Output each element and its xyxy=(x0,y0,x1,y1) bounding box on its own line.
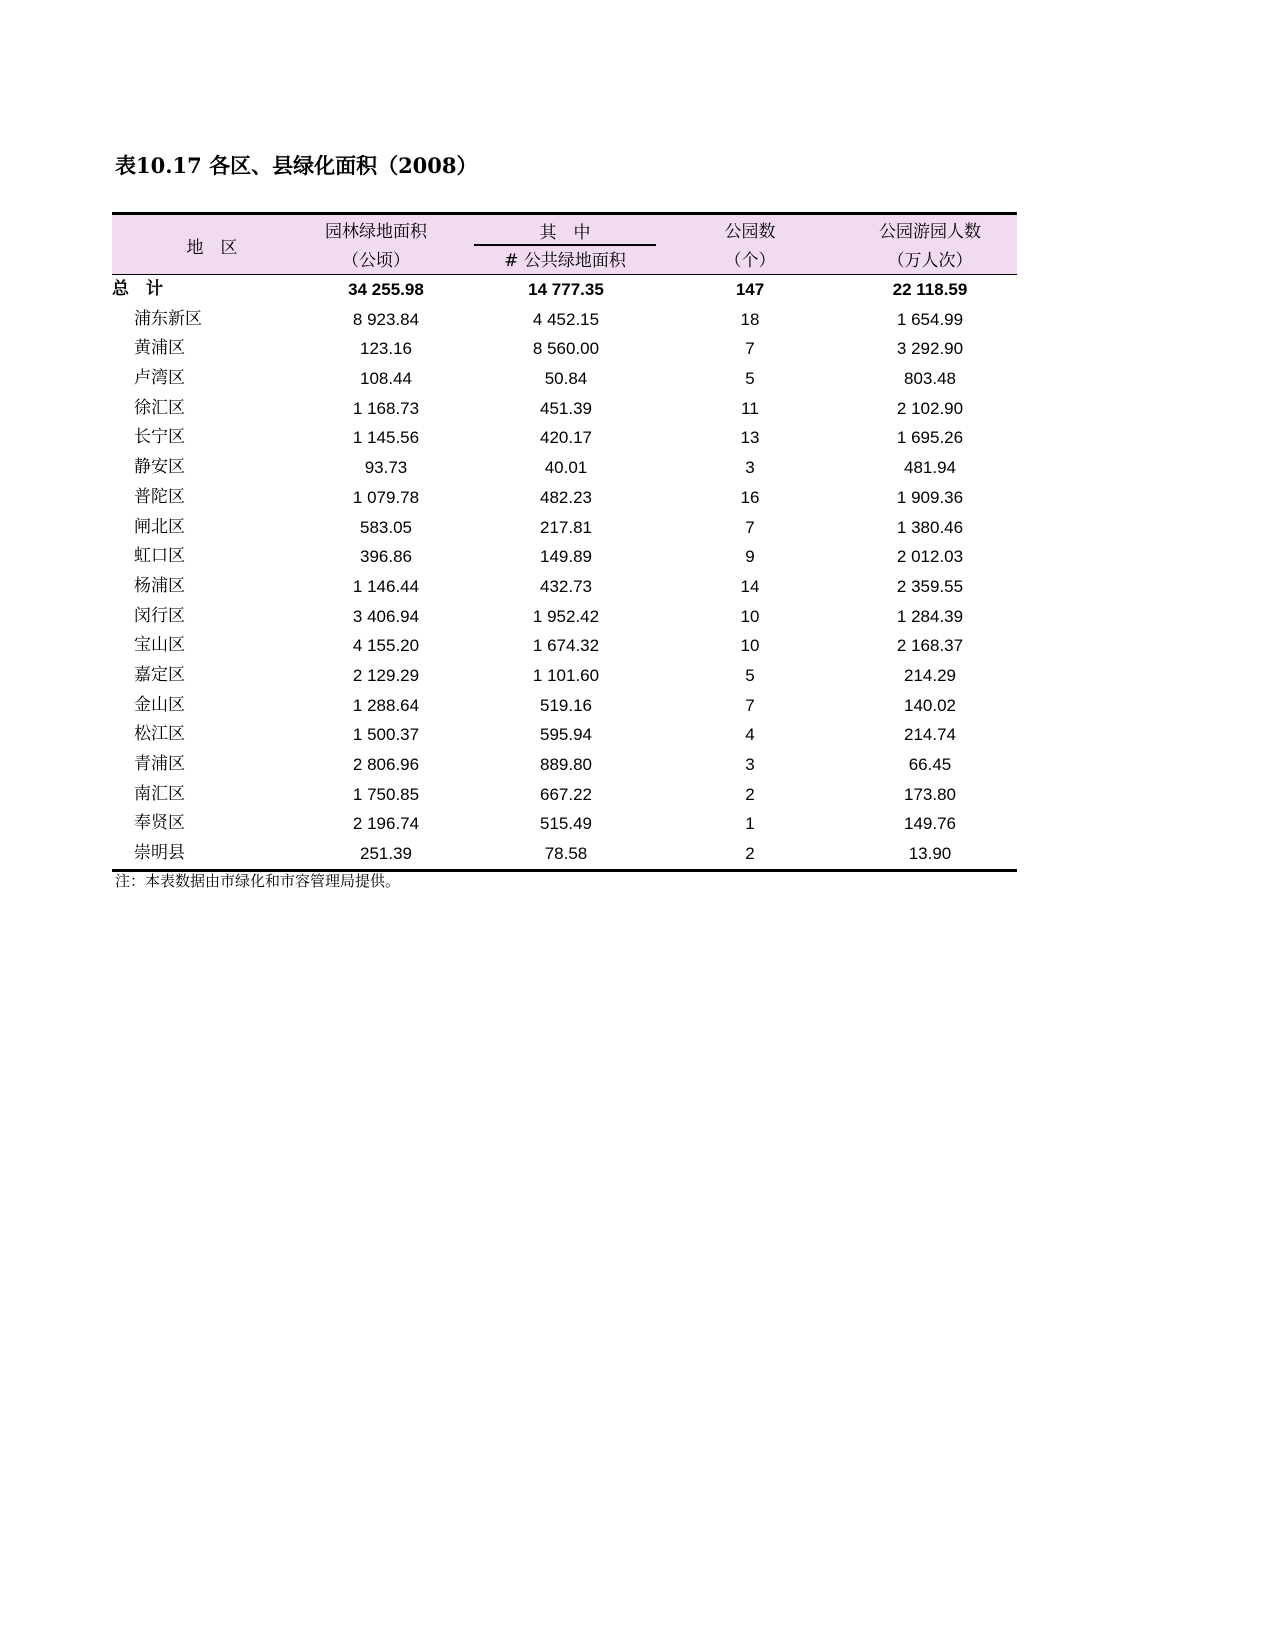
table-row xyxy=(112,334,1017,364)
row-name: 虹口区 xyxy=(134,546,185,567)
header-public-green: # 公共绿地面积 xyxy=(504,251,626,271)
cell-parks: 3 xyxy=(745,458,755,478)
cell-visitors: 3 292.90 xyxy=(896,339,964,359)
table-row xyxy=(112,572,1017,602)
table-body xyxy=(112,305,1017,869)
cell-green-area: 583.05 xyxy=(360,517,412,537)
cell-visitors: 214.29 xyxy=(904,665,956,685)
row-name: 徐汇区 xyxy=(134,397,185,418)
cell-green-area: 3 406.94 xyxy=(352,606,420,626)
cell-visitors: 1 695.26 xyxy=(896,428,964,448)
cell-public-green: 595.94 xyxy=(540,725,592,745)
cell-visitors: 173.80 xyxy=(904,784,956,804)
row-name: 卢湾区 xyxy=(134,368,185,389)
cell-public-green: 1 101.60 xyxy=(532,665,600,685)
header-of-which: 其 中 xyxy=(539,223,591,243)
table-row xyxy=(112,750,1017,780)
cell-visitors: 1 654.99 xyxy=(896,309,964,329)
cell-parks: 2 xyxy=(745,844,755,864)
row-name: 奉贤区 xyxy=(134,813,185,834)
cell-public-green: 1 952.42 xyxy=(532,606,600,626)
row-name: 宝山区 xyxy=(134,635,185,656)
cell-public-green: 4 452.15 xyxy=(532,309,600,329)
cell-visitors: 149.76 xyxy=(904,814,956,834)
table-row xyxy=(112,453,1017,483)
cell-parks: 1 xyxy=(745,814,755,834)
cell-green-area: 8 923.84 xyxy=(352,309,420,329)
cell-green-area: 1 145.56 xyxy=(352,428,420,448)
table-row xyxy=(112,839,1017,869)
row-name: 闸北区 xyxy=(134,516,185,537)
cell-visitors: 1 284.39 xyxy=(896,606,964,626)
cell-visitors: 22 118.59 xyxy=(892,280,968,299)
cell-parks: 7 xyxy=(745,695,755,715)
row-name: 南汇区 xyxy=(134,783,185,804)
cell-parks: 16 xyxy=(740,487,760,507)
cell-parks: 147 xyxy=(735,280,765,299)
cell-green-area: 2 196.74 xyxy=(352,814,420,834)
cell-public-green: 8 560.00 xyxy=(532,339,600,359)
cell-green-area: 123.16 xyxy=(360,339,412,359)
table-row xyxy=(112,809,1017,839)
cell-green-area: 1 750.85 xyxy=(352,784,420,804)
table-header xyxy=(112,215,1017,275)
cell-green-area: 2 129.29 xyxy=(352,665,420,685)
cell-public-green: 451.39 xyxy=(540,398,592,418)
table-row xyxy=(112,483,1017,513)
cell-public-green: 78.58 xyxy=(544,844,588,864)
cell-visitors: 2 102.90 xyxy=(896,398,964,418)
cell-parks: 14 xyxy=(740,576,760,596)
row-name: 松江区 xyxy=(134,724,185,745)
cell-parks: 7 xyxy=(745,339,755,359)
header-green-area-unit: （公顷） xyxy=(342,251,410,271)
cell-green-area: 93.73 xyxy=(364,458,408,478)
cell-parks: 13 xyxy=(740,428,760,448)
table-row xyxy=(112,305,1017,335)
cell-visitors: 2 012.03 xyxy=(896,547,964,567)
table-note: 注：本表数据由市绿化和市容管理局提供。 xyxy=(115,872,401,890)
cell-visitors: 140.02 xyxy=(904,695,956,715)
cell-green-area: 1 146.44 xyxy=(352,576,420,596)
table-row xyxy=(112,423,1017,453)
header-green-area: 园林绿地面积 xyxy=(325,222,427,242)
header-region: 地 区 xyxy=(186,238,238,258)
cell-parks: 18 xyxy=(740,309,760,329)
cell-public-green: 482.23 xyxy=(540,487,592,507)
header-visitors: 公园游园人数 xyxy=(879,222,981,242)
row-name: 普陀区 xyxy=(134,486,185,507)
cell-parks: 5 xyxy=(745,369,755,389)
cell-parks: 11 xyxy=(741,398,759,418)
cell-public-green: 50.84 xyxy=(544,369,588,389)
cell-visitors: 803.48 xyxy=(904,369,956,389)
row-name: 总 计 xyxy=(112,279,163,299)
row-name: 长宁区 xyxy=(134,427,185,448)
row-name: 静安区 xyxy=(134,457,185,478)
cell-public-green: 149.89 xyxy=(540,547,592,567)
table-row-total xyxy=(112,275,1017,305)
cell-public-green: 420.17 xyxy=(540,428,592,448)
header-parks: 公园数 xyxy=(724,222,776,242)
row-name: 青浦区 xyxy=(134,754,185,774)
row-name: 嘉定区 xyxy=(134,664,185,685)
cell-parks: 3 xyxy=(745,755,755,774)
cell-public-green: 217.81 xyxy=(540,517,592,537)
cell-visitors: 214.74 xyxy=(904,725,956,745)
row-name: 浦东新区 xyxy=(134,308,202,329)
cell-green-area: 108.44 xyxy=(360,369,412,389)
cell-parks: 5 xyxy=(745,665,755,685)
header-visitors-unit: （万人次） xyxy=(887,251,973,271)
table-row xyxy=(112,691,1017,721)
table-row xyxy=(112,661,1017,691)
cell-parks: 2 xyxy=(745,784,755,804)
cell-parks: 9 xyxy=(745,547,755,567)
cell-green-area: 396.86 xyxy=(360,547,412,567)
cell-green-area: 1 079.78 xyxy=(352,487,420,507)
cell-visitors: 2 168.37 xyxy=(896,636,964,656)
table-row xyxy=(112,394,1017,424)
cell-parks: 4 xyxy=(745,725,755,745)
cell-public-green: 667.22 xyxy=(540,784,592,804)
cell-visitors: 2 359.55 xyxy=(896,576,964,596)
cell-visitors: 13.90 xyxy=(908,844,952,864)
cell-parks: 7 xyxy=(745,517,755,537)
cell-green-area: 1 288.64 xyxy=(352,695,420,715)
cell-parks: 10 xyxy=(740,606,760,626)
row-name: 崇明县 xyxy=(134,843,185,864)
cell-visitors: 1 380.46 xyxy=(896,517,964,537)
table-row xyxy=(112,364,1017,394)
cell-public-green: 889.80 xyxy=(540,755,592,774)
header-parks-unit: （个） xyxy=(724,251,776,271)
cell-parks: 10 xyxy=(740,636,760,656)
cell-public-green: 1 674.32 xyxy=(532,636,600,656)
row-name: 黄浦区 xyxy=(134,338,185,359)
cell-visitors: 66.45 xyxy=(908,755,952,774)
row-name: 闵行区 xyxy=(134,605,185,626)
table-row xyxy=(112,513,1017,543)
table-row xyxy=(112,602,1017,632)
cell-visitors: 481.94 xyxy=(904,458,956,478)
row-name: 金山区 xyxy=(134,694,185,715)
cell-public-green: 14 777.35 xyxy=(528,280,604,299)
cell-green-area: 2 806.96 xyxy=(352,755,420,774)
cell-green-area: 4 155.20 xyxy=(352,636,420,656)
cell-public-green: 515.49 xyxy=(540,814,592,834)
data-table xyxy=(112,212,1017,872)
table-row xyxy=(112,720,1017,750)
cell-visitors: 1 909.36 xyxy=(896,487,964,507)
cell-public-green: 519.16 xyxy=(540,695,592,715)
page-title: 表10.17 各区、县绿化面积（2008） xyxy=(115,153,478,178)
table-row xyxy=(112,631,1017,661)
table-row xyxy=(112,542,1017,572)
cell-green-area: 1 168.73 xyxy=(352,398,420,418)
cell-green-area: 1 500.37 xyxy=(352,725,420,745)
table-row xyxy=(112,780,1017,810)
cell-green-area: 251.39 xyxy=(360,844,412,864)
row-name: 杨浦区 xyxy=(134,575,185,596)
cell-public-green: 40.01 xyxy=(544,458,588,478)
cell-public-green: 432.73 xyxy=(540,576,592,596)
cell-green-area: 34 255.98 xyxy=(348,280,424,299)
